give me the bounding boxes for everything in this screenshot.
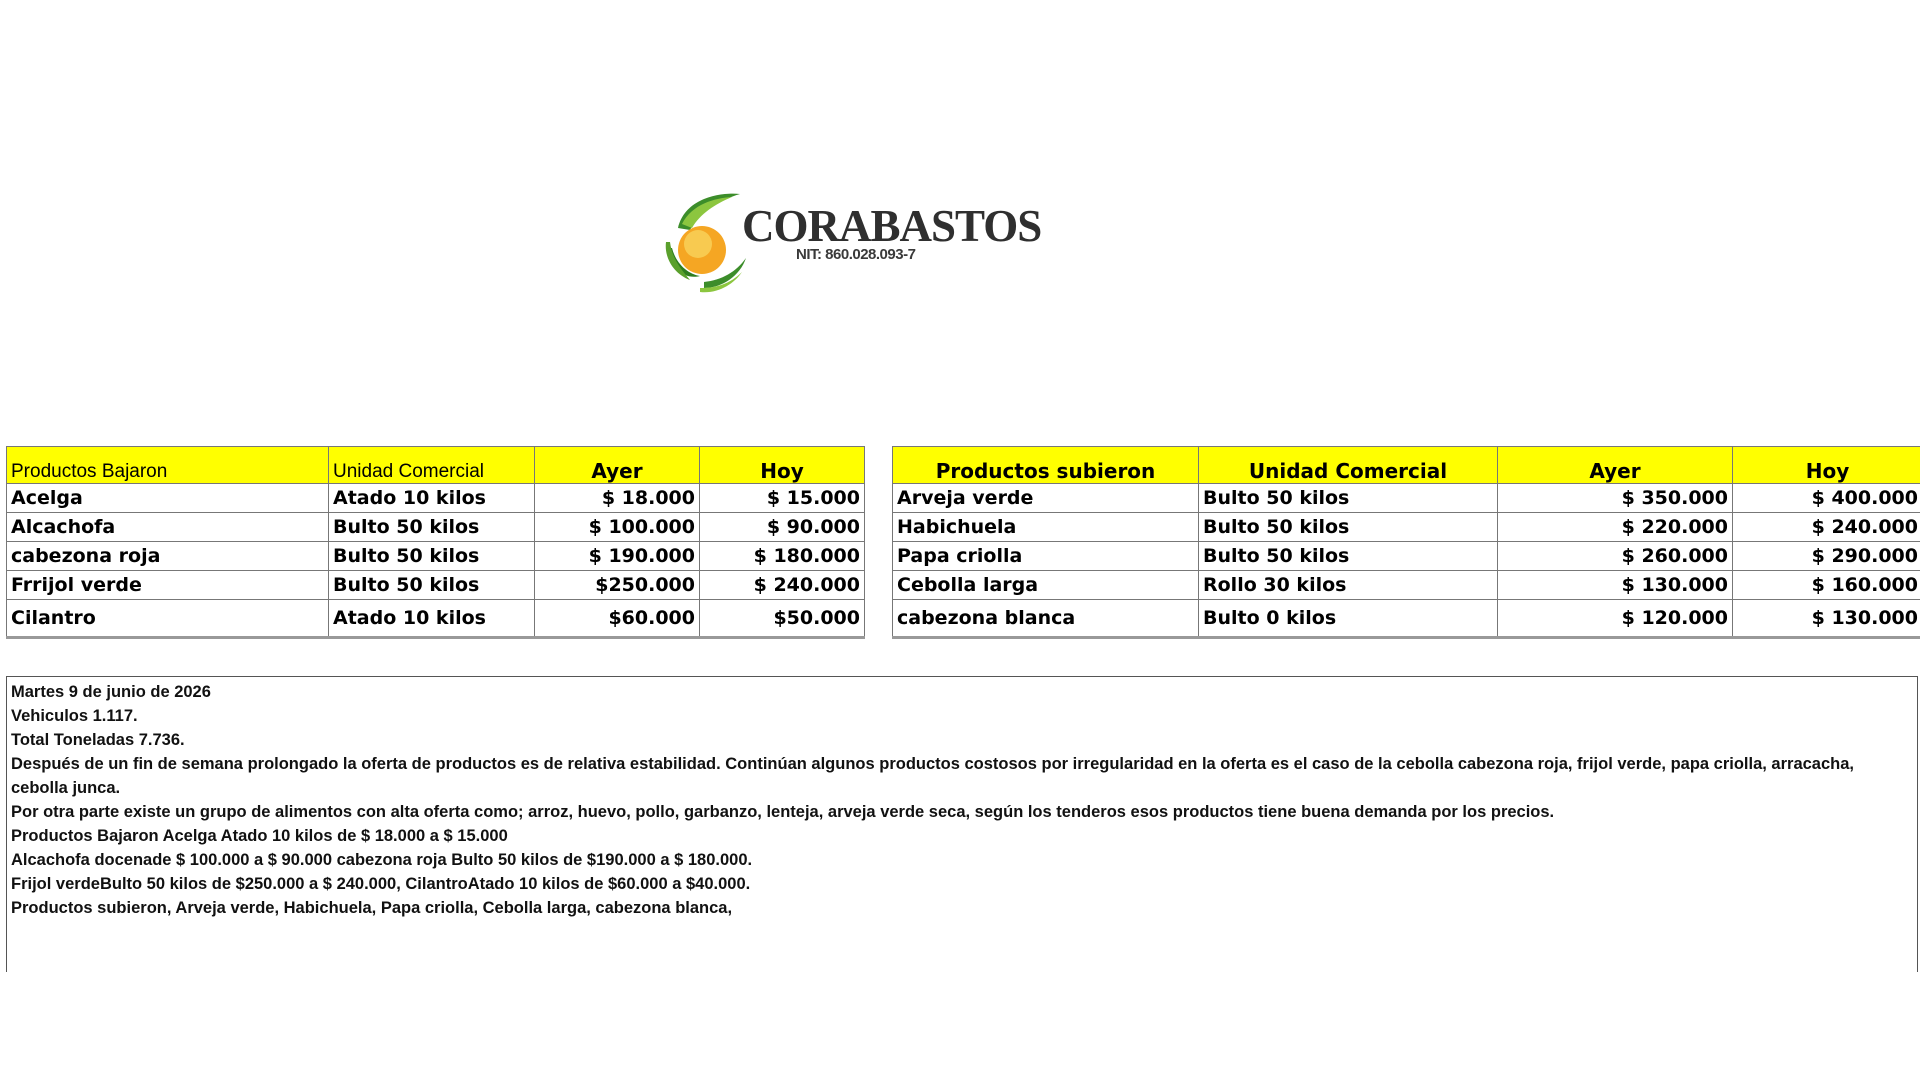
summary-paragraph: Por otra parte existe un grupo de alimentos con alta oferta como; arroz, huevo, pollo, garbanzo, lenteja, arveja verde seca, según los tenderos esos productos tiene buena demanda por los precios.: [11, 803, 1555, 821]
summary-paragraph: Productos subieron, Arveja verde, Habichuela, Papa criolla, Cebolla larga, cabezona blanca,: [11, 899, 733, 917]
summary-tonnage: Total Toneladas 7.736.: [11, 731, 185, 749]
summary-paragraph: Frijol verdeBulto 50 kilos de $250.000 a $ 240.000, CilantroAtado 10 kilos de $60.000 a $40.000.: [11, 875, 751, 893]
column-header-product: Productos subieron: [893, 447, 1199, 484]
product-name: Alcachofa: [7, 513, 329, 542]
product-name: Frrijol verde: [7, 571, 329, 600]
corabastos-logo: [660, 188, 1080, 298]
table-row: [893, 600, 1920, 638]
price-today: $ 240.000: [1733, 513, 1920, 542]
product-unit: Rollo 30 kilos: [1199, 571, 1498, 600]
price-yesterday: $ 190.000: [535, 542, 700, 571]
table-header-row: [7, 447, 865, 484]
product-unit: Bulto 50 kilos: [1199, 513, 1498, 542]
price-yesterday: $ 18.000: [535, 484, 700, 513]
table-row: [893, 513, 1920, 542]
table-row: [893, 571, 1920, 600]
price-yesterday: $ 120.000: [1498, 600, 1733, 638]
product-name: Papa criolla: [893, 542, 1199, 571]
products-down-table: [6, 446, 865, 639]
price-yesterday: $ 350.000: [1498, 484, 1733, 513]
product-name: cabezona blanca: [893, 600, 1199, 638]
price-yesterday: $ 100.000: [535, 513, 700, 542]
product-unit: Bulto 50 kilos: [329, 571, 535, 600]
table-row: [7, 513, 865, 542]
price-yesterday: $ 130.000: [1498, 571, 1733, 600]
product-name: Cilantro: [7, 600, 329, 638]
table-row: [893, 484, 1920, 513]
summary-paragraph: Después de un fin de semana prolongado la oferta de productos es de relativa estabilidad. Continúan algunos productos costosos por irregularidad en la oferta es el caso de la cebolla cabezona roja, frijol verde, papa criolla, arracacha, cebolla junca.: [11, 755, 1854, 797]
summary-paragraph: Productos Bajaron Acelga Atado 10 kilos de $ 18.000 a $ 15.000: [11, 827, 508, 845]
brand-name: CORABASTOS: [742, 201, 1042, 251]
table-row: [7, 600, 865, 638]
summary-date: Martes 9 de junio de 2026: [11, 683, 211, 701]
market-summary: [6, 676, 1918, 972]
table-row: [893, 542, 1920, 571]
price-yesterday: $60.000: [535, 600, 700, 638]
price-yesterday: $250.000: [535, 571, 700, 600]
price-yesterday: $ 260.000: [1498, 542, 1733, 571]
column-header-product: Productos Bajaron: [7, 447, 329, 484]
column-header-yesterday: Ayer: [1498, 447, 1733, 484]
product-unit: Bulto 50 kilos: [329, 542, 535, 571]
table-row: [7, 484, 865, 513]
product-unit: Bulto 0 kilos: [1199, 600, 1498, 638]
summary-vehicles: Vehiculos 1.117.: [11, 707, 138, 725]
products-up-table: [892, 446, 1920, 639]
product-unit: Bulto 50 kilos: [1199, 542, 1498, 571]
price-today: $ 160.000: [1733, 571, 1920, 600]
column-header-unit: Unidad Comercial: [1199, 447, 1498, 484]
product-name: Cebolla larga: [893, 571, 1199, 600]
price-today: $ 90.000: [700, 513, 865, 542]
price-today: $ 130.000: [1733, 600, 1920, 638]
price-today: $ 240.000: [700, 571, 865, 600]
column-header-unit: Unidad Comercial: [329, 447, 535, 484]
table-row: [7, 542, 865, 571]
product-name: cabezona roja: [7, 542, 329, 571]
product-name: Habichuela: [893, 513, 1199, 542]
logo-emblem-icon: [660, 188, 750, 298]
price-today: $ 400.000: [1733, 484, 1920, 513]
price-today: $ 180.000: [700, 542, 865, 571]
table-row: [7, 571, 865, 600]
column-header-today: Hoy: [700, 447, 865, 484]
product-name: Acelga: [7, 484, 329, 513]
column-header-today: Hoy: [1733, 447, 1920, 484]
price-today: $ 15.000: [700, 484, 865, 513]
brand-nit: NIT: 860.028.093-7: [796, 246, 916, 263]
price-yesterday: $ 220.000: [1498, 513, 1733, 542]
price-today: $ 290.000: [1733, 542, 1920, 571]
table-header-row: [893, 447, 1920, 484]
summary-paragraph: Alcachofa docenade $ 100.000 a $ 90.000 cabezona roja Bulto 50 kilos de $190.000 a $ 180.000.: [11, 851, 753, 869]
product-unit: Bulto 50 kilos: [1199, 484, 1498, 513]
product-name: Arveja verde: [893, 484, 1199, 513]
product-unit: Atado 10 kilos: [329, 484, 535, 513]
price-today: $50.000: [700, 600, 865, 638]
column-header-yesterday: Ayer: [535, 447, 700, 484]
product-unit: Atado 10 kilos: [329, 600, 535, 638]
product-unit: Bulto 50 kilos: [329, 513, 535, 542]
